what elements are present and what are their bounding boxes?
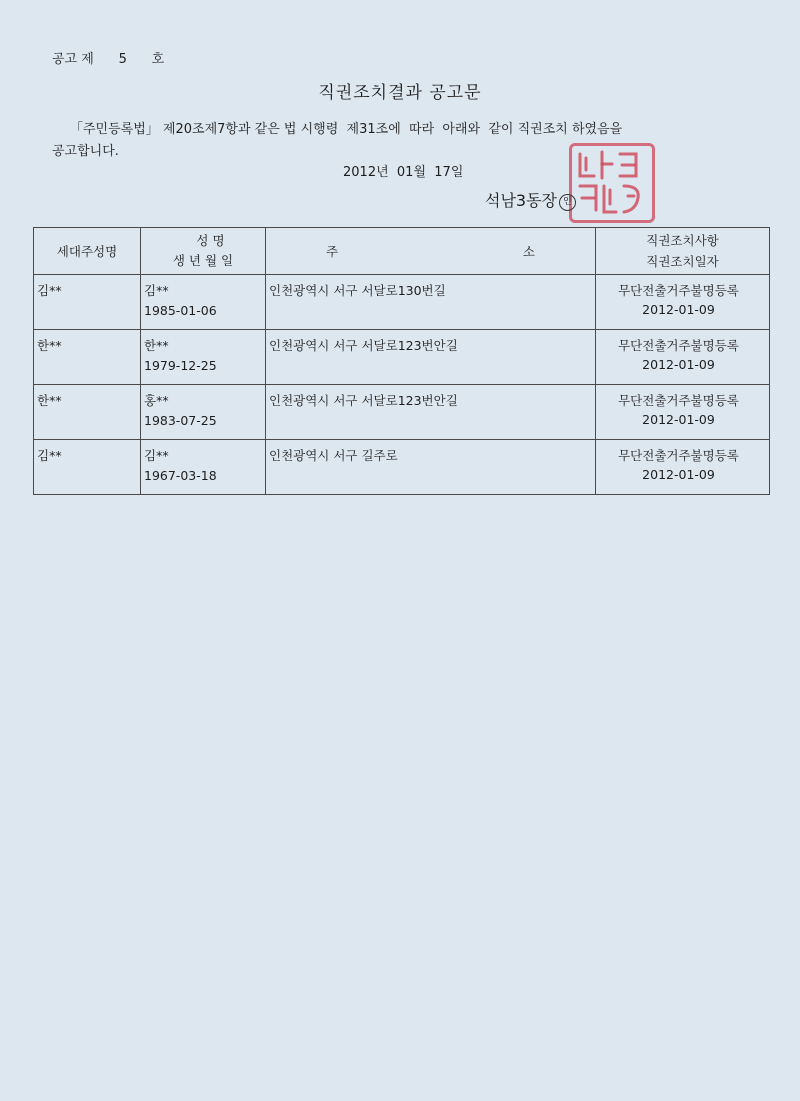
header-address [266,228,596,275]
header-address-1: 주 [326,244,339,259]
seal-mark: 인 [559,194,576,211]
action-date-cell: 2012-01-09 [642,357,715,372]
header-address-2: 소 [522,244,535,259]
name-cell: 홍** [144,393,169,408]
action-cell: 무단전출거주불명등록 [618,338,739,353]
action-cell: 무단전출거주불명등록 [618,283,739,298]
householder-cell: 한** [37,393,62,408]
header-name-birth [141,228,266,275]
table-row [34,330,770,385]
document-title: 직권조치결과 공고문 [318,83,482,103]
header-name-1: 성 [196,233,209,248]
intro-line-2: 공고합니다. [52,144,119,159]
records-table [33,227,770,495]
notice-date: 2012년 01월 17일 [343,165,464,180]
address-cell: 인천광역시 서구 길주로 [269,448,398,463]
action-cell: 무단전출거주불명등록 [618,448,739,463]
header-name-2: 명 [212,233,225,248]
table-row [34,440,770,495]
table-row [34,275,770,330]
action-date-cell: 2012-01-09 [642,412,715,427]
birth-cell: 1979-12-25 [144,358,217,373]
intro-line-1: 「주민등록법」 제20조제7항과 같은 법 시행령 제31조에 따라 아래와 같이 직권조치 하였음을 [70,122,623,137]
official-seal-stamp [569,143,655,223]
birth-cell: 1983-07-25 [144,413,217,428]
name-cell: 한** [144,338,169,353]
action-date-cell: 2012-01-09 [642,302,715,317]
address-cell: 인천광역시 서구 서달로130번길 [269,283,446,298]
householder-cell: 한** [37,338,62,353]
birth-cell: 1967-03-18 [144,468,217,483]
birth-cell: 1985-01-06 [144,303,217,318]
householder-cell: 김** [37,448,62,463]
table-row [34,385,770,440]
issuer [485,188,576,211]
header-action [596,228,770,275]
table-header-row [34,228,770,275]
notice-number: 공고 제 5 호 [52,52,165,67]
action-cell: 무단전출거주불명등록 [618,393,739,408]
header-action-type: 직권조치사항 [646,233,719,248]
seal-pattern-icon [572,146,652,220]
name-cell: 김** [144,448,169,463]
address-cell: 인천광역시 서구 서달로123번안길 [269,338,458,353]
action-date-cell: 2012-01-09 [642,467,715,482]
householder-cell: 김** [37,283,62,298]
header-birth: 생 년 월 일 [172,253,234,268]
address-cell: 인천광역시 서구 서달로123번안길 [269,393,458,408]
issuer-name: 석남3동장 [485,191,558,210]
header-action-date: 직권조치일자 [646,254,719,269]
name-cell: 김** [144,283,169,298]
header-householder: 세대주성명 [34,228,141,275]
